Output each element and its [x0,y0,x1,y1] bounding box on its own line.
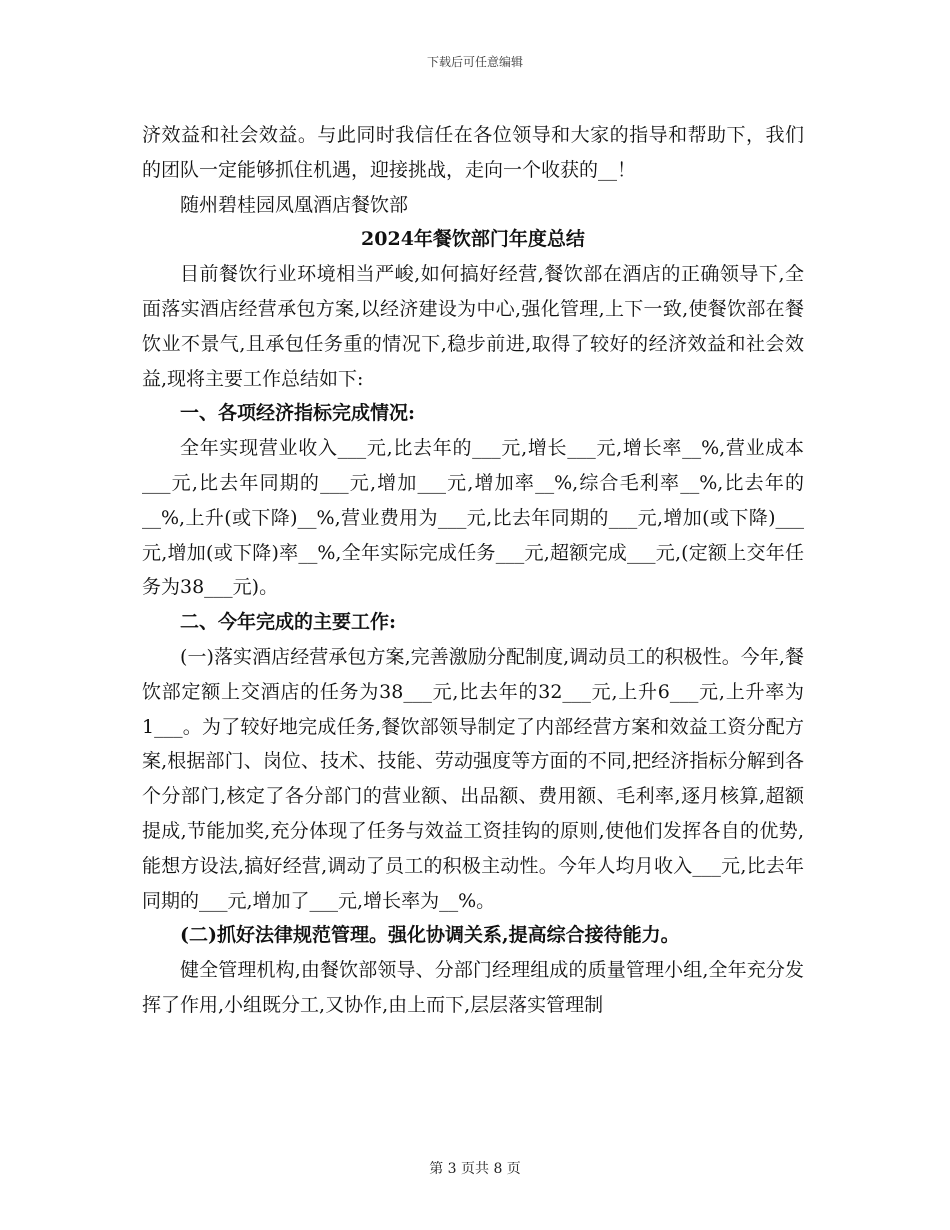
section-heading-indicators: 一、各项经济指标完成情况: [180,402,416,425]
document-body [142,118,804,1023]
paragraph-intro: 目前餐饮行业环境相当严峻,如何搞好经营,餐饮部在酒店的正确领导下,全面落实酒店经营承包方案,以经济建设为中心,强化管理,上下一致,使餐饮部在餐饮业不景气,且承包任务重的情况下,稳步前进,取得了较好的经济效益和社会效益,现将主要工作总结如下: [142,263,804,390]
paragraph-management-structure: 健全管理机构,由餐饮部领导、分部门经理组成的质量管理小组,全年充分发挥了作用,小组既分工,又协作,由上而下,层层落实管理制 [142,959,804,1016]
subsection-heading-legal-management: (二)抓好法律规范管理。强化协调关系,提高综合接待能力。 [180,924,680,947]
section-heading-main-work: 二、今年完成的主要工作: [180,611,397,634]
paragraph-work-item-1: (一)落实酒店经营承包方案,完善激励分配制度,调动员工的积极性。今年,餐饮部定额上交酒店的任务为38___元,比去年的32___元,上升6___元,上升率为1___。为了较好地完成任务,餐饮部领导制定了内部经营方案和效益工资分配方案,根据部门、岗位、技术、技能、劳动强度等方面的不同,把经济指标分解到各个分部门,核定了各分部门的营业额、出品额、费用额、毛利率,逐月核算,超额提成,节能加奖,充分体现了任务与效益工资挂钩的原则,使他们发挥各自的优势,能想方设法,搞好经营,调动了员工的积极主动性。今年人均月收入___元,比去年同期的___元,增加了___元,增长率为__%。 [142,645,804,912]
paragraph-indicators: 全年实现营业收入___元,比去年的___元,增长___元,增长率__%,营业成本___元,比去年同期的___元,增加___元,增加率__%,综合毛利率__%,比去年的__%,上升(或下降)__%,营业费用为___元,比去年同期的___元,增加(或下降)___元,增加(或下降)率__%,全年实际完成任务___元,超额完成___元,(定额上交年任务为38___元)。 [142,437,804,599]
page-number: 第 3 页共 8 页 [429,1161,521,1177]
document-title: 2024年餐饮部门年度总结 [361,228,585,251]
page-header: 下载后可任意编辑 [426,55,523,69]
signature-department: 随州碧桂园凤凰酒店餐饮部 [180,193,409,216]
paragraph-continuation: 济效益和社会效益。与此同时我信任在各位领导和大家的指导和帮助下，我们的团队一定能够抓住机遇，迎接挑战，走向一个收获的__！ [142,124,804,181]
